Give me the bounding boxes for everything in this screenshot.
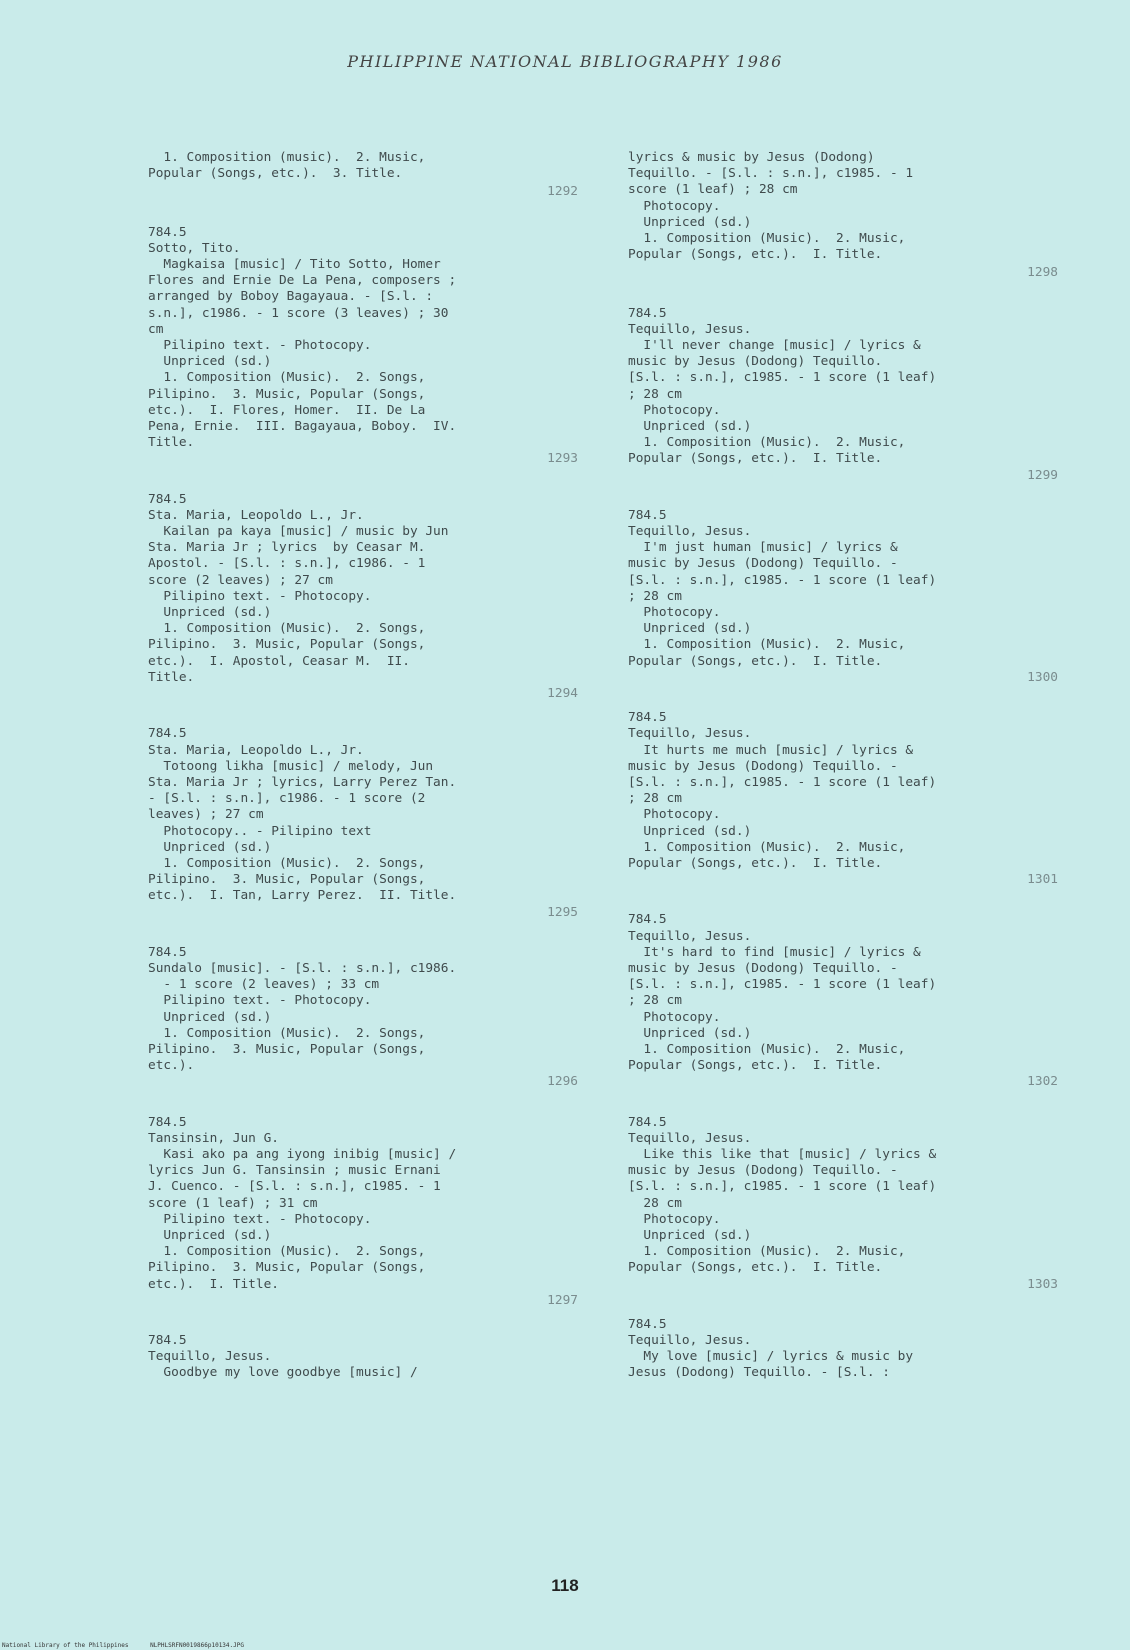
entry-number: 1299 <box>1027 467 1058 483</box>
entry-line: [S.l. : s.n.], c1985. - 1 score (1 leaf) <box>628 774 937 790</box>
entry-line: Tequillo, Jesus. <box>628 321 752 337</box>
entry-line: Tequillo, Jesus. <box>628 1333 752 1348</box>
entry-line: Tequillo. - [S.l. : s.n.], c1985. - 1 <box>628 166 914 182</box>
entry-line: Popular (Songs, etc.). I. Title. <box>628 451 883 467</box>
entry-line: Unpriced (sd.) <box>628 621 752 637</box>
bib-entry <box>148 1333 578 1382</box>
entry-line: Unpriced (sd.) <box>628 214 752 230</box>
bib-entry <box>628 1115 1058 1293</box>
entry-line: 784.5 <box>148 1114 187 1130</box>
entry-line: music by Jesus (Dodong) Tequillo. <box>628 354 883 370</box>
entry-line: 1. Composition (Music). 2. Songs, <box>148 855 426 871</box>
entry-line: music by Jesus (Dodong) Tequillo. - <box>628 960 898 976</box>
bib-entry <box>628 508 1058 686</box>
entry-line: 784.5 <box>628 507 667 523</box>
entry-line: Title. <box>148 669 195 685</box>
entry-line: Tequillo, Jesus. <box>148 1349 272 1365</box>
entry-line: 1. Composition (Music). 2. Music, <box>628 1244 906 1260</box>
entry-line: Pilipino. 3. Music, Popular (Songs, <box>148 386 426 402</box>
entry-line: Like this like that [music] / lyrics & <box>628 1146 937 1162</box>
entry-line: 1. Composition (Music). 2. Songs, <box>148 1244 426 1260</box>
entry-line: music by Jesus (Dodong) Tequillo. - <box>628 1163 898 1179</box>
entry-line: [S.l. : s.n.], c1985. - 1 score (1 leaf) <box>628 1179 937 1195</box>
entry-number: 1295 <box>547 904 578 920</box>
right-column <box>628 150 1058 1406</box>
entry-line: [S.l. : s.n.], c1985. - 1 score (1 leaf) <box>628 572 937 588</box>
entry-line: J. Cuenco. - [S.l. : s.n.], c1985. - 1 <box>148 1179 441 1195</box>
entry-number: 1293 <box>547 451 578 467</box>
entry-number: 1294 <box>547 686 578 702</box>
bib-entry <box>148 225 578 468</box>
bib-entry <box>628 710 1058 888</box>
bib-entry <box>628 150 1058 282</box>
entry-line: Photocopy. <box>628 807 721 823</box>
entry-line: Tequillo, Jesus. <box>628 524 752 540</box>
entry-line: Pena, Ernie. III. Bagayaua, Boboy. IV. <box>148 419 457 435</box>
entry-line: Sta. Maria, Leopoldo L., Jr. <box>148 507 364 523</box>
entry-line: It's hard to find [music] / lyrics & <box>628 944 921 960</box>
entry-line: 1. Composition (Music). 2. Songs, <box>148 1025 426 1041</box>
entry-line: Tequillo, Jesus. <box>628 726 752 742</box>
entry-line: I'll never change [music] / lyrics & <box>628 338 921 354</box>
entry-line: 784.5 <box>628 710 667 726</box>
entry-line: Apostol. - [S.l. : s.n.], c1986. - 1 <box>148 556 426 572</box>
entry-line: music by Jesus (Dodong) Tequillo. - <box>628 556 898 572</box>
entry-line: Popular (Songs, etc.). I. Title. <box>628 1058 883 1074</box>
entry-line: 784.5 <box>148 726 187 742</box>
entry-line: Tequillo, Jesus. <box>628 928 752 944</box>
bib-entry <box>148 726 578 920</box>
entry-line: My love [music] / lyrics & music by <box>628 1349 914 1365</box>
entry-line: 784.5 <box>148 1333 187 1348</box>
entry-line: I'm just human [music] / lyrics & <box>628 540 898 556</box>
entry-line: Title. <box>148 435 195 451</box>
entry-number: 1297 <box>547 1292 578 1308</box>
entry-line: lyrics & music by Jesus (Dodong) <box>628 150 875 165</box>
entry-line: Pilipino. 3. Music, Popular (Songs, <box>148 1041 426 1057</box>
entry-line: [S.l. : s.n.], c1985. - 1 score (1 leaf) <box>628 977 937 993</box>
entry-line: score (1 leaf) ; 28 cm <box>628 182 798 198</box>
entry-line: Photocopy.. - Pilipino text <box>148 823 372 839</box>
entry-line: 784.5 <box>628 1316 667 1332</box>
entry-line: 1. Composition (Music). 2. Songs, <box>148 370 426 386</box>
entry-line: Jesus (Dodong) Tequillo. - [S.l. : <box>628 1365 890 1381</box>
entry-line: 1. Composition (Music). 2. Music, <box>628 637 906 653</box>
entry-line: Unpriced (sd.) <box>148 839 272 855</box>
entry-line: 1. Composition (Music). 2. Music, <box>628 435 906 451</box>
entry-line: Popular (Songs, etc.). I. Title. <box>628 1260 883 1276</box>
entry-line: arranged by Boboy Bagayaua. - [S.l. : <box>148 289 434 305</box>
entry-line: Popular (Songs, etc.). I. Title. <box>628 247 883 263</box>
entry-line: Unpriced (sd.) <box>148 605 272 621</box>
entry-line: Sta. Maria Jr ; lyrics, Larry Perez Tan. <box>148 774 457 790</box>
bib-entry <box>148 1115 578 1309</box>
entry-line: Photocopy. <box>628 605 721 621</box>
entry-line: etc.). I. Title. <box>148 1276 279 1292</box>
entry-line: Popular (Songs, etc.). I. Title. <box>628 855 883 871</box>
entry-line: 784.5 <box>148 944 187 960</box>
bib-entry <box>148 492 578 703</box>
entry-line: Sta. Maria Jr ; lyrics by Ceasar M. <box>148 540 426 556</box>
entry-line: ; 28 cm <box>628 791 682 807</box>
entry-line: Unpriced (sd.) <box>628 1227 752 1243</box>
entry-line: 1. Composition (Music). 2. Music, <box>628 1041 906 1057</box>
entry-line: leaves) ; 27 cm <box>148 807 264 823</box>
entry-line: Kailan pa kaya [music] / music by Jun <box>148 524 449 540</box>
entry-line: Unpriced (sd.) <box>148 354 272 370</box>
page-number: 118 <box>551 1576 579 1595</box>
bib-entry <box>628 912 1058 1090</box>
entry-line: etc.). I. Tan, Larry Perez. II. Title. <box>148 888 457 904</box>
entry-line: ; 28 cm <box>628 588 682 604</box>
entry-line: etc.). I. Apostol, Ceasar M. II. <box>148 653 410 669</box>
entry-line: 784.5 <box>148 491 187 507</box>
entry-line: - [S.l. : s.n.], c1986. - 1 score (2 <box>148 791 426 807</box>
entry-line: 784.5 <box>628 912 667 928</box>
page-header: PHILIPPINE NATIONAL BIBLIOGRAPHY 1986 <box>347 52 783 71</box>
entry-line: Unpriced (sd.) <box>148 1227 272 1243</box>
bib-entry <box>628 1317 1058 1382</box>
entry-line: It hurts me much [music] / lyrics & <box>628 742 914 758</box>
entry-line: 784.5 <box>628 305 667 321</box>
entry-line: Sundalo [music]. - [S.l. : s.n.], c1986. <box>148 960 457 976</box>
entry-line: Unpriced (sd.) <box>628 823 752 839</box>
bib-entry <box>628 306 1058 484</box>
entry-line: Unpriced (sd.) <box>628 1025 752 1041</box>
entry-line: 28 cm <box>628 1195 682 1211</box>
entry-line: Popular (Songs, etc.). 3. Title. <box>148 166 403 182</box>
entry-line: score (1 leaf) ; 31 cm <box>148 1195 318 1211</box>
entry-line: Pilipino text. - Photocopy. <box>148 588 372 604</box>
entry-line: Tansinsin, Jun G. <box>148 1130 279 1146</box>
entry-number: 1292 <box>547 184 578 200</box>
entry-line: Pilipino. 3. Music, Popular (Songs, <box>148 872 426 888</box>
entry-line: music by Jesus (Dodong) Tequillo. - <box>628 758 898 774</box>
entry-line: 1. Composition (music). 2. Music, <box>148 150 426 165</box>
entry-line: 784.5 <box>628 1114 667 1130</box>
entry-line: Sta. Maria, Leopoldo L., Jr. <box>148 742 364 758</box>
entry-line: Flores and Ernie De La Pena, composers ; <box>148 273 457 289</box>
bib-entry <box>148 945 578 1091</box>
bib-entry <box>148 150 578 201</box>
entry-line: Sotto, Tito. <box>148 240 241 256</box>
entry-line: Popular (Songs, etc.). I. Title. <box>628 653 883 669</box>
entry-line: lyrics Jun G. Tansinsin ; music Ernani <box>148 1163 441 1179</box>
entry-line: Pilipino. 3. Music, Popular (Songs, <box>148 637 426 653</box>
entry-line: Photocopy. <box>628 402 721 418</box>
entry-line: Photocopy. <box>628 1211 721 1227</box>
entry-line: Totoong likha [music] / melody, Jun <box>148 758 434 774</box>
entry-line: etc.). <box>148 1058 195 1074</box>
entry-line: - 1 score (2 leaves) ; 33 cm <box>148 977 380 993</box>
footer-file: NLPHLSRFN0019866p10134.JPG <box>150 1642 244 1649</box>
entry-number: 1300 <box>1027 669 1058 685</box>
entry-line: 1. Composition (Music). 2. Music, <box>628 839 906 855</box>
entry-line: 784.5 <box>148 224 187 240</box>
entry-line: 1. Composition (Music). 2. Music, <box>628 231 906 247</box>
entry-line: ; 28 cm <box>628 386 682 402</box>
entry-line: etc.). I. Flores, Homer. II. De La <box>148 402 426 418</box>
entry-number: 1302 <box>1027 1074 1058 1090</box>
entry-line: [S.l. : s.n.], c1985. - 1 score (1 leaf) <box>628 370 937 386</box>
entry-number: 1298 <box>1027 265 1058 281</box>
entry-line: Pilipino. 3. Music, Popular (Songs, <box>148 1260 426 1276</box>
scan-footer <box>2 1642 262 1649</box>
footer-library: National Library of the Philippines <box>2 1642 129 1649</box>
entry-line: Tequillo, Jesus. <box>628 1130 752 1146</box>
entry-line: Kasi ako pa ang iyong inibig [music] / <box>148 1146 457 1162</box>
entry-line: 1. Composition (Music). 2. Songs, <box>148 621 426 637</box>
entry-line: Pilipino text. - Photocopy. <box>148 1211 372 1227</box>
entry-line: Unpriced (sd.) <box>148 1009 272 1025</box>
entry-line: Magkaisa [music] / Tito Sotto, Homer <box>148 257 441 273</box>
entry-line: cm <box>148 321 164 337</box>
entry-line: Pilipino text. - Photocopy. <box>148 338 372 354</box>
entry-line: Photocopy. <box>628 198 721 214</box>
entry-number: 1303 <box>1027 1276 1058 1292</box>
entry-line: score (2 leaves) ; 27 cm <box>148 572 333 588</box>
entry-number: 1301 <box>1027 872 1058 888</box>
entry-number: 1296 <box>547 1074 578 1090</box>
entry-line: s.n.], c1986. - 1 score (3 leaves) ; 30 <box>148 305 449 321</box>
entry-line: ; 28 cm <box>628 993 682 1009</box>
entry-line: Unpriced (sd.) <box>628 419 752 435</box>
entry-line: Pilipino text. - Photocopy. <box>148 993 372 1009</box>
left-column <box>148 150 578 1406</box>
entry-line: Photocopy. <box>628 1009 721 1025</box>
entry-line: Goodbye my love goodbye [music] / <box>148 1365 418 1381</box>
